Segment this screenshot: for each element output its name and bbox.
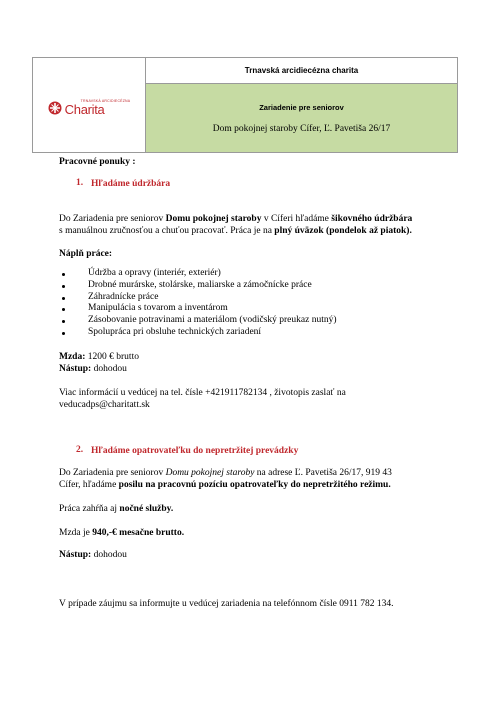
- logo-small-text: TRNAVSKÁ ARCIDIECÉZNA: [80, 99, 131, 103]
- job1-contact-line1: Viac informácií u vedúcej na tel. čísle +421911782134 , životopis zaslať na: [59, 388, 346, 398]
- job2-salary: [59, 527, 184, 539]
- facility-address: Dom pokojnej staroby Cífer, Ľ. Pavetiša 26/17: [212, 123, 391, 134]
- job1-intro-line2: [59, 225, 412, 237]
- salary-label: Mzda je: [59, 528, 93, 538]
- organization-name: Trnavská arcidiecézna charita: [146, 58, 457, 84]
- job2-position: posilu na pracovnú pozíciu opatrovateľky do nepretržitého režimu.: [118, 480, 391, 490]
- job1-duties-heading: Náplň práce:: [59, 249, 113, 259]
- start-value: dohodou: [91, 364, 127, 374]
- job2-intro-text: Cífer, hľadáme: [59, 480, 119, 490]
- list-item: Drobné murárske, stolárske, maliarske a zámočnícke práce: [59, 280, 337, 292]
- job2-night-text: Práca zahŕňa aj: [59, 504, 120, 514]
- job1-duties-list: [59, 268, 337, 339]
- salary-label: Mzda:: [59, 352, 86, 362]
- offers-heading: Pracovné ponuky :: [59, 157, 136, 167]
- list-item: Spolupráca pri obsluhe technických zariadení: [59, 327, 337, 339]
- job1-contact-email: veducadps@charitatt.sk: [59, 400, 150, 410]
- job1-facility-name: Domu pokojnej staroby: [165, 214, 262, 224]
- start-value: dohodou: [91, 550, 127, 560]
- header-right-column: [146, 58, 457, 152]
- job2-facility-name: Domu pokojnej staroby: [165, 468, 255, 478]
- facility-type: Zariadenie pre seniorov: [259, 102, 344, 112]
- logo-cell: [33, 58, 146, 152]
- job2-title: Hľadáme opatrovateľku do nepretržitej prevádzky: [91, 446, 299, 456]
- salary-value: 940,-€ mesačne brutto.: [92, 528, 185, 538]
- job1-position: šikovného údržbára: [331, 214, 413, 224]
- header-table: [32, 57, 458, 153]
- charita-cross-icon: [48, 101, 62, 115]
- job2-intro-line2: [59, 479, 391, 491]
- job2-intro-line1: [59, 467, 392, 479]
- job1-start: [59, 363, 127, 375]
- start-label: Nástup:: [59, 364, 92, 374]
- job2-number: 2.: [76, 445, 84, 455]
- job2-night-bold: nočné služby.: [119, 504, 174, 514]
- facility-info: [146, 84, 457, 152]
- job1-workload: plný úväzok (pondelok až piatok).: [274, 226, 412, 236]
- job1-title: Hľadáme údržbára: [91, 179, 171, 189]
- job1-intro-text: v Cíferi hľadáme: [261, 214, 332, 224]
- job1-number: 1.: [76, 178, 84, 188]
- list-item: Záhradnícke práce: [59, 292, 337, 304]
- job1-salary: [59, 351, 139, 363]
- job2-intro-text: na adrese Ľ. Pavetiša 26/17, 919 43: [254, 468, 392, 478]
- start-label: Nástup:: [59, 550, 92, 560]
- job1-intro-line1: [59, 213, 412, 225]
- logo-big-text: Charita: [64, 102, 105, 117]
- job2-intro-text: Do Zariadenia pre seniorov: [59, 468, 166, 478]
- charita-logo: [48, 99, 131, 117]
- job1-intro-text: s manuálnou zručnosťou a chuťou pracovať. Práca je na: [59, 226, 275, 236]
- job1-intro-text: Do Zariadenia pre seniorov: [59, 214, 166, 224]
- salary-value: 1200 € brutto: [85, 352, 139, 362]
- job2-night-shifts: [59, 503, 173, 515]
- list-item: Údržba a opravy (interiér, exteriér): [59, 268, 337, 280]
- job2-start: [59, 549, 127, 561]
- list-item: Manipulácia s tovarom a inventárom: [59, 303, 337, 315]
- job2-contact: V prípade záujmu sa informujte u vedúcej zariadenia na telefónnom čísle 0911 782 134.: [59, 599, 394, 609]
- list-item: Zásobovanie potravinami a materiálom (vodičský preukaz nutný): [59, 315, 337, 327]
